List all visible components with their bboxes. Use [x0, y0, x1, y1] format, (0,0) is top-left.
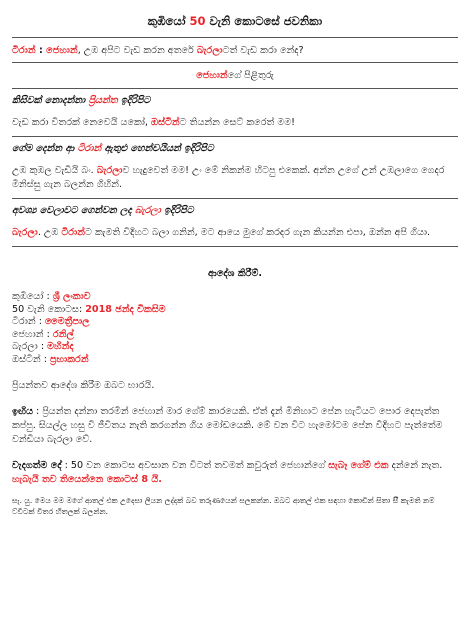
footnote: සැ. යු. මෙය මම මගේ ආතල් එක උදෙසා ලියන ලද්දක් බව තරුණයෙන් සලකන්න. ඔබට ආතල් එක සඳහා කොඩින් සිතා සිී කැමති නම් ට්වීටක් විතර හිතලක් බලන්න.: [12, 495, 435, 516]
episode-number: 50: [189, 14, 206, 28]
moral-paragraph: ඉඟිය : ප්‍රියන්ත දන්නා තරමින් ජෙහාන් මාර ගේම් කාරයෙකි. ඒත් දැන් මිනිහාට පේන හැටියට පොර දෙපැත්ත කප්පු. සියල්ල හසු වී ජීවිතය නැති කරගන්න ගිය මෝඩයෙකි. මේ වන විට හැමෝටම පේන විදිහට පැත්තේම වන්ඩියා බැරලා වේ.: [12, 405, 443, 445]
scene-heading: කිසිවක් නොදන්නා ප්‍රියන්ත ඉදිරිපිට: [12, 95, 151, 106]
list-item: කුඹියෝ : ශ්‍රී ලංකාව: [12, 291, 91, 302]
scene-text: උඹ කුඹල වැඩියි බං. බැරලාව හැදුවෙත් මම! උං මේ නිකන්ම හිටපු එකෙක්. අන්න උගේ උන් උඹලාගෙ ගෙදර මිනිස්සු ගැන බලන්න ගිහින්.: [12, 165, 445, 190]
important-paragraph: වැදගත්ම දේ : 50 වන කොටස අවසාන වන විටත් තවමත් කවුරුත් ජෙහාන්ගේ සැබෑ ගේම් එක දන්නේ නැත. හැබැයි තව තියෙන්නෙ කොටස් 8 යි.: [12, 459, 443, 485]
scene-thiran: [12, 137, 458, 198]
scene-heading: අවශ්‍ය වෙලාවට ගෙන්වන ලද බැරලා ඉදිරිපිට: [12, 205, 194, 216]
list-item: ජෙහාන් : රනිල්: [12, 328, 74, 340]
scene-heading: ගේම දෙන්න ආ ටිරාන් ඇතුළු හෙන්චයියන් ඉදිරිපිට: [12, 143, 214, 154]
list-item: ඔස්ටින් : ප්‍රභාකරන්: [12, 353, 89, 365]
page-title: කුඹියෝ 50 වැනි කොටසේ ජවනිකා: [147, 14, 323, 28]
orders-heading: ආදේශ කිරීම්.: [208, 268, 262, 279]
scene-text: වැඩ කරා විතරක් නෙවෙයි යකෝ, ඔස්ටින්ට තියන්න සෙට් කරෙත් මම!: [12, 117, 295, 128]
scene-priyantha: [12, 89, 458, 136]
scene-barala: [12, 199, 458, 246]
list-item: 50 වැනි කොටස: 2018 ඡන්ද විකසිම: [12, 303, 166, 315]
intro-question: ටිරාන් : ජෙහාන්, උඹ අපිට වැඩ කරන අතරේ බැරලාටත් වැඩ කරා නේද?: [12, 45, 304, 56]
list-item: බැරලා : මහින්ද: [12, 341, 74, 353]
orders-list: [12, 291, 458, 367]
list-item: ටිරාන් : මෛත්‍රීපාල: [12, 316, 90, 328]
scene-text: බැරලා. උඹ ටිරාන්ට කැමති විදිහට බලා ගනින්, මට ආයෙ මුගේ කරදර ගැන කියන්න එපා, ඔන්න අපි ගියා.: [12, 227, 431, 238]
orders-footer: ප්‍රියන්තව ආදේශ කිරීම ඔබට භාරයි.: [12, 379, 155, 391]
reply-heading: ජෙහාන්ගේ පිළිතුරු: [196, 70, 274, 81]
